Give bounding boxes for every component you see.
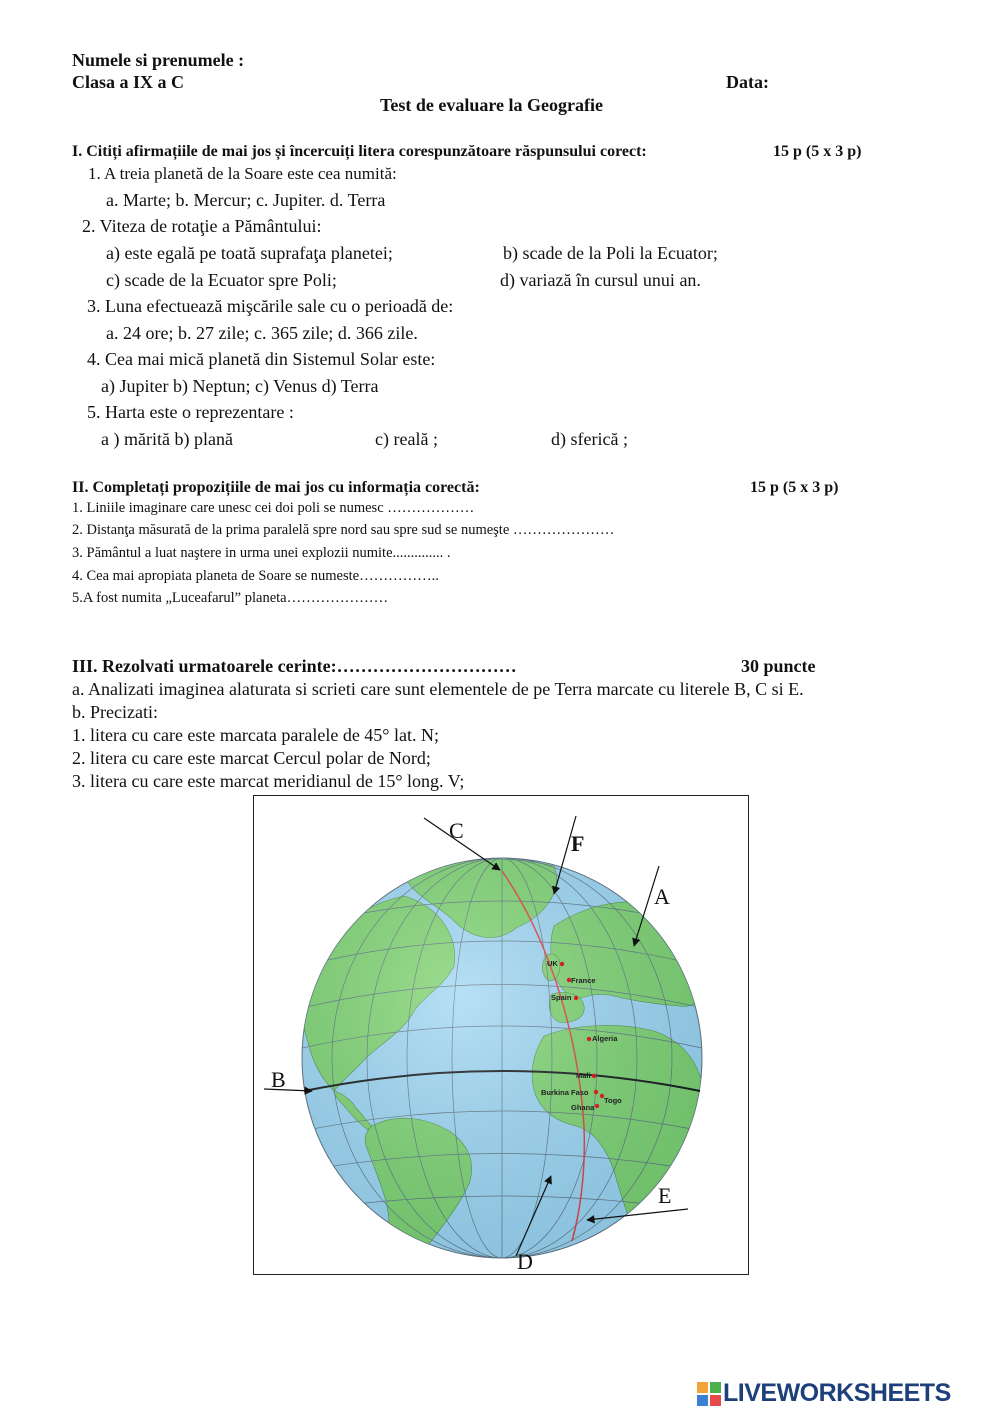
city-france: France — [571, 976, 596, 985]
name-label: Numele si prenumele : — [72, 50, 245, 70]
city-algeria: Algeria — [592, 1034, 618, 1043]
section2-heading: II. Completați propozițiile de mai jos cu informația corectă: — [72, 479, 480, 496]
city-mali: Mali — [576, 1071, 591, 1080]
question-5-option-c: c) reală ; — [375, 429, 438, 449]
question-4-options: a) Jupiter b) Neptun; c) Venus d) Terra — [101, 376, 379, 396]
label-f: F — [571, 831, 585, 856]
label-c: C — [449, 818, 464, 843]
page-title: Test de evaluare la Geografie — [380, 95, 603, 115]
city-togo: Togo — [604, 1096, 622, 1105]
question-2-option-d: d) variază în cursul unui an. — [500, 270, 701, 290]
question-5: 5. Harta este o reprezentare : — [87, 402, 294, 422]
task-b1: 1. litera cu care este marcata paralele de 45° lat. N; — [72, 725, 439, 745]
question-1: 1. A treia planetă de la Soare este cea numită: — [88, 164, 397, 183]
question-3-options: a. 24 ore; b. 27 zile; c. 365 zile; d. 366 zile. — [106, 323, 418, 343]
question-5-option-d: d) sferică ; — [551, 429, 628, 449]
sentence-1: 1. Liniile imaginare care unesc cei doi poli se numesc ……………… — [72, 500, 475, 516]
section2-points: 15 p (5 x 3 p) — [750, 479, 839, 496]
label-e: E — [658, 1183, 672, 1208]
city-burkina-faso: Burkina Faso — [541, 1088, 589, 1097]
question-2: 2. Viteza de rotaţie a Pământului: — [82, 216, 322, 236]
question-2-option-a: a) este egală pe toată suprafaţa planetei; — [106, 243, 393, 263]
label-a: A — [654, 884, 670, 909]
liveworksheets-brand[interactable]: LIVEWORKSHEETS — [723, 1379, 951, 1407]
label-d: D — [517, 1249, 533, 1274]
section3-points: 30 puncte — [741, 656, 816, 676]
section1-heading: I. Citiți afirmațiile de mai jos și încercuiți litera corespunzătoare răspunsului corect: — [72, 143, 647, 160]
sentence-2: 2. Distanţa măsurată de la prima paralelă spre nord sau spre sud se numeşte ………………… — [72, 522, 615, 538]
task-b: b. Precizati: — [72, 702, 158, 722]
sentence-3: 3. Pământul a luat naştere in urma unei explozii numite.............. . — [72, 545, 451, 561]
label-b: B — [271, 1067, 286, 1092]
section3-heading: III. Rezolvati urmatoarele cerinte:………………………… — [72, 656, 517, 676]
globe-shading — [302, 858, 702, 1258]
liveworksheets-logo-icon — [697, 1382, 721, 1406]
sentence-4: 4. Cea mai apropiata planeta de Soare se numeste…………….. — [72, 568, 439, 584]
task-a: a. Analizati imaginea alaturata si scrieti care sunt elementele de pe Terra marcate cu literele B, C si E. — [72, 679, 804, 699]
city-ghana: Ghana — [571, 1103, 595, 1112]
sentence-5: 5.A fost numita „Luceafarul” planeta………………… — [72, 590, 389, 606]
question-5-option-ab: a ) mărită b) plană — [101, 429, 233, 449]
question-2-option-b: b) scade de la Poli la Ecuator; — [503, 243, 718, 263]
task-b3: 3. litera cu care este marcat meridianul de 15° long. V; — [72, 771, 465, 791]
question-1-options: a. Marte; b. Mercur; c. Jupiter. d. Terra — [106, 190, 386, 210]
city-spain: Spain — [551, 993, 572, 1002]
question-4: 4. Cea mai mică planetă din Sistemul Solar este: — [87, 349, 436, 369]
section1-points: 15 p (5 x 3 p) — [773, 143, 862, 160]
globe-figure — [253, 795, 749, 1275]
task-b2: 2. litera cu care este marcat Cercul polar de Nord; — [72, 748, 431, 768]
question-2-option-c: c) scade de la Ecuator spre Poli; — [106, 270, 337, 290]
globe-illustration — [254, 796, 748, 1274]
date-label: Data: — [726, 72, 769, 92]
city-uk: UK — [547, 959, 558, 968]
question-3: 3. Luna efectuează mişcările sale cu o perioadă de: — [87, 296, 454, 316]
class-label: Clasa a IX a C — [72, 72, 185, 92]
